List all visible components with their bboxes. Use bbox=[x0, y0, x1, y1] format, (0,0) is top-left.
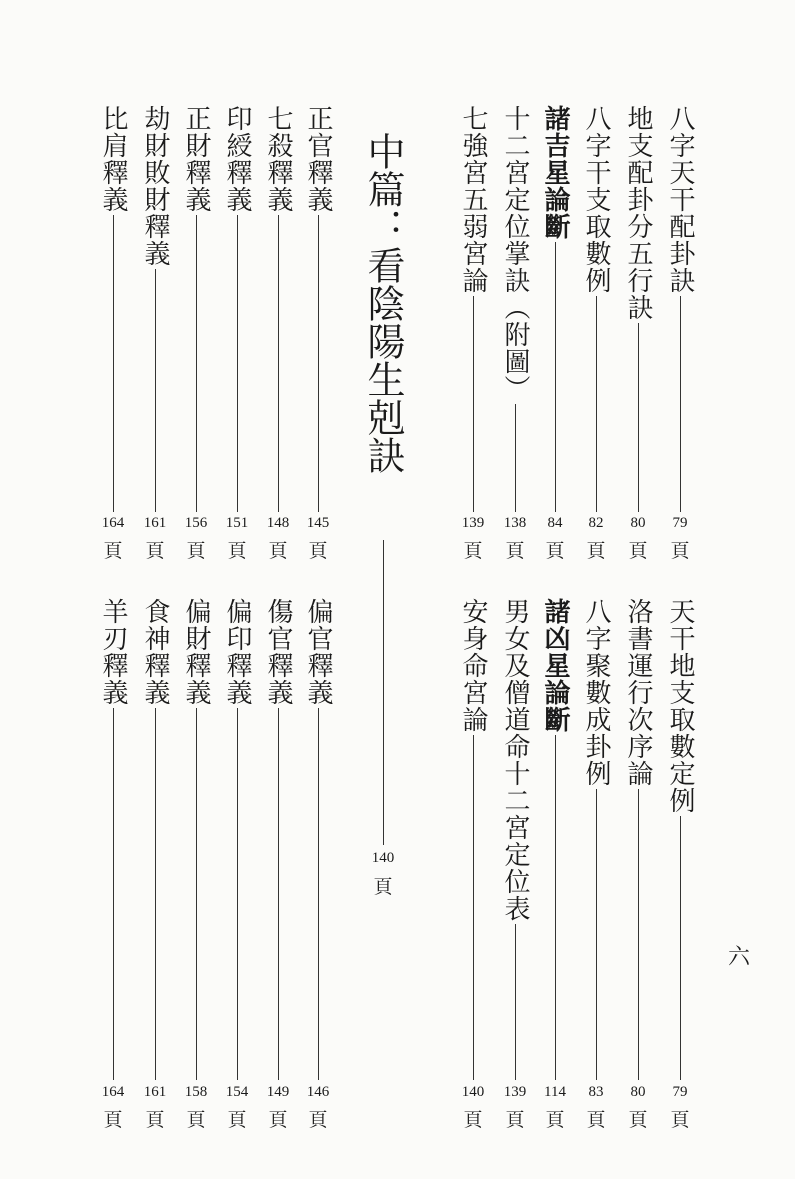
top-row-entry-page-unit: 頁 bbox=[505, 540, 525, 562]
top-row-entry-page-unit: 頁 bbox=[145, 540, 165, 562]
bottom-row-entry-leader bbox=[555, 735, 556, 1080]
top-row-entry-title: 七殺釋義 bbox=[263, 105, 293, 213]
top-row-entry-page: 139 bbox=[461, 515, 485, 531]
top-row-entry-title: 十二宮定位掌訣（附圖） bbox=[500, 105, 530, 402]
top-row-entry-page-unit: 頁 bbox=[268, 540, 288, 562]
top-row-entry-leader bbox=[318, 215, 319, 512]
top-row-entry-title: 八字干支取數例 bbox=[581, 105, 611, 294]
bottom-row-entry-leader bbox=[473, 735, 474, 1080]
top-row-entry-title: 正官釋義 bbox=[303, 105, 333, 213]
top-row-entry-title: 劫財敗財釋義 bbox=[140, 105, 170, 267]
section-heading-page-unit: 頁 bbox=[373, 876, 393, 898]
bottom-row-entry-page-unit: 頁 bbox=[505, 1109, 525, 1131]
top-row-entry-page-unit: 頁 bbox=[628, 540, 648, 562]
top-row-entry-leader bbox=[196, 215, 197, 512]
top-row-entry-page-unit: 頁 bbox=[103, 540, 123, 562]
bottom-row-entry-page: 140 bbox=[461, 1084, 485, 1100]
bottom-row-entry-page: 83 bbox=[588, 1084, 604, 1100]
bottom-row-entry-leader bbox=[515, 924, 516, 1080]
bottom-row-entry-title: 偏財釋義 bbox=[181, 598, 211, 706]
section-heading-leader bbox=[383, 540, 384, 845]
bottom-row-entry-page-unit: 頁 bbox=[268, 1109, 288, 1131]
bottom-row-entry-title: 八字聚數成卦例 bbox=[581, 598, 611, 787]
bottom-row-entry-title: 偏官釋義 bbox=[303, 598, 333, 706]
bottom-row-entry-leader bbox=[596, 789, 597, 1080]
top-row-entry-title: 印綬釋義 bbox=[222, 105, 252, 213]
bottom-row-entry-page: 114 bbox=[544, 1084, 566, 1100]
bottom-row-entry-title: 天干地支取數定例 bbox=[665, 598, 695, 814]
bottom-row-entry-page: 164 bbox=[101, 1084, 125, 1100]
bottom-row-entry-title: 羊刃釋義 bbox=[98, 598, 128, 706]
top-row-entry-page-unit: 頁 bbox=[545, 540, 565, 562]
bottom-row-entry-leader bbox=[680, 816, 681, 1080]
bottom-row-entry-page: 154 bbox=[225, 1084, 249, 1100]
top-row-entry-page: 151 bbox=[225, 515, 249, 531]
bottom-row-entry-page: 149 bbox=[266, 1084, 290, 1100]
top-row-entry-page: 84 bbox=[547, 515, 563, 531]
top-row-entry-leader bbox=[278, 215, 279, 512]
top-row-entry-page: 138 bbox=[503, 515, 527, 531]
top-row-entry-page-unit: 頁 bbox=[670, 540, 690, 562]
top-row-entry-leader bbox=[473, 296, 474, 512]
top-row-entry-leader bbox=[596, 296, 597, 512]
top-row-entry-page-unit: 頁 bbox=[227, 540, 247, 562]
top-row-entry-page: 148 bbox=[266, 515, 290, 531]
bottom-row-entry-page: 146 bbox=[306, 1084, 330, 1100]
bottom-row-entry-leader bbox=[196, 708, 197, 1080]
bottom-row-entry-leader bbox=[638, 789, 639, 1080]
bottom-row-entry-page: 80 bbox=[630, 1084, 646, 1100]
bottom-row-entry-page-unit: 頁 bbox=[545, 1109, 565, 1131]
bottom-row-entry-page-unit: 頁 bbox=[145, 1109, 165, 1131]
bottom-row-entry-title: 傷官釋義 bbox=[263, 598, 293, 706]
bottom-row-entry-page-unit: 頁 bbox=[463, 1109, 483, 1131]
top-row-entry-leader bbox=[515, 404, 516, 512]
bottom-row-entry-page-unit: 頁 bbox=[308, 1109, 328, 1131]
top-row-entry-title: 正財釋義 bbox=[181, 105, 211, 213]
section-heading-page: 140 bbox=[371, 850, 395, 866]
top-row-entry-leader bbox=[237, 215, 238, 512]
bottom-row-entry-title: 諸凶星論斷 bbox=[540, 598, 570, 733]
bottom-row-entry-page: 158 bbox=[184, 1084, 208, 1100]
bottom-row-entry-page-unit: 頁 bbox=[186, 1109, 206, 1131]
bottom-row-entry-leader bbox=[278, 708, 279, 1080]
top-row-entry-leader bbox=[155, 269, 156, 512]
bottom-row-entry-page-unit: 頁 bbox=[586, 1109, 606, 1131]
bottom-row-entry-title: 男女及僧道命十二宮定位表 bbox=[500, 598, 530, 922]
top-row-entry-page: 164 bbox=[101, 515, 125, 531]
top-row-entry-title: 比肩釋義 bbox=[98, 105, 128, 213]
bottom-row-entry-leader bbox=[113, 708, 114, 1080]
top-row-entry-title: 諸吉星論斷 bbox=[540, 105, 570, 240]
section-heading: 中篇：看陰陽生剋訣 bbox=[361, 132, 405, 474]
bottom-row-entry-page: 79 bbox=[672, 1084, 688, 1100]
top-row-entry-page: 79 bbox=[672, 515, 688, 531]
top-row-entry-page-unit: 頁 bbox=[186, 540, 206, 562]
top-row-entry-leader bbox=[555, 242, 556, 512]
bottom-row-entry-title: 洛書運行次序論 bbox=[623, 598, 653, 787]
top-row-entry-page: 156 bbox=[184, 515, 208, 531]
bottom-row-entry-leader bbox=[318, 708, 319, 1080]
bottom-row-entry-leader bbox=[237, 708, 238, 1080]
top-row-entry-leader bbox=[680, 296, 681, 512]
top-row-entry-page-unit: 頁 bbox=[586, 540, 606, 562]
bottom-row-entry-title: 安身命宮論 bbox=[458, 598, 488, 733]
top-row-entry-page: 80 bbox=[630, 515, 646, 531]
top-row-entry-title: 地支配卦分五行訣 bbox=[623, 105, 653, 321]
top-row-entry-page: 82 bbox=[588, 515, 604, 531]
top-row-entry-page-unit: 頁 bbox=[308, 540, 328, 562]
bottom-row-entry-page: 161 bbox=[143, 1084, 167, 1100]
bottom-row-entry-page-unit: 頁 bbox=[103, 1109, 123, 1131]
top-row-entry-page: 161 bbox=[143, 515, 167, 531]
bottom-row-entry-page-unit: 頁 bbox=[670, 1109, 690, 1131]
top-row-entry-title: 七強宮五弱宮論 bbox=[458, 105, 488, 294]
top-row-entry-leader bbox=[113, 215, 114, 512]
page-number: 六 bbox=[728, 945, 751, 970]
bottom-row-entry-leader bbox=[155, 708, 156, 1080]
bottom-row-entry-page-unit: 頁 bbox=[227, 1109, 247, 1131]
top-row-entry-page-unit: 頁 bbox=[463, 540, 483, 562]
bottom-row-entry-page: 139 bbox=[503, 1084, 527, 1100]
top-row-entry-title: 八字天干配卦訣 bbox=[665, 105, 695, 294]
bottom-row-entry-title: 偏印釋義 bbox=[222, 598, 252, 706]
top-row-entry-page: 145 bbox=[306, 515, 330, 531]
bottom-row-entry-title: 食神釋義 bbox=[140, 598, 170, 706]
top-row-entry-leader bbox=[638, 323, 639, 512]
bottom-row-entry-page-unit: 頁 bbox=[628, 1109, 648, 1131]
